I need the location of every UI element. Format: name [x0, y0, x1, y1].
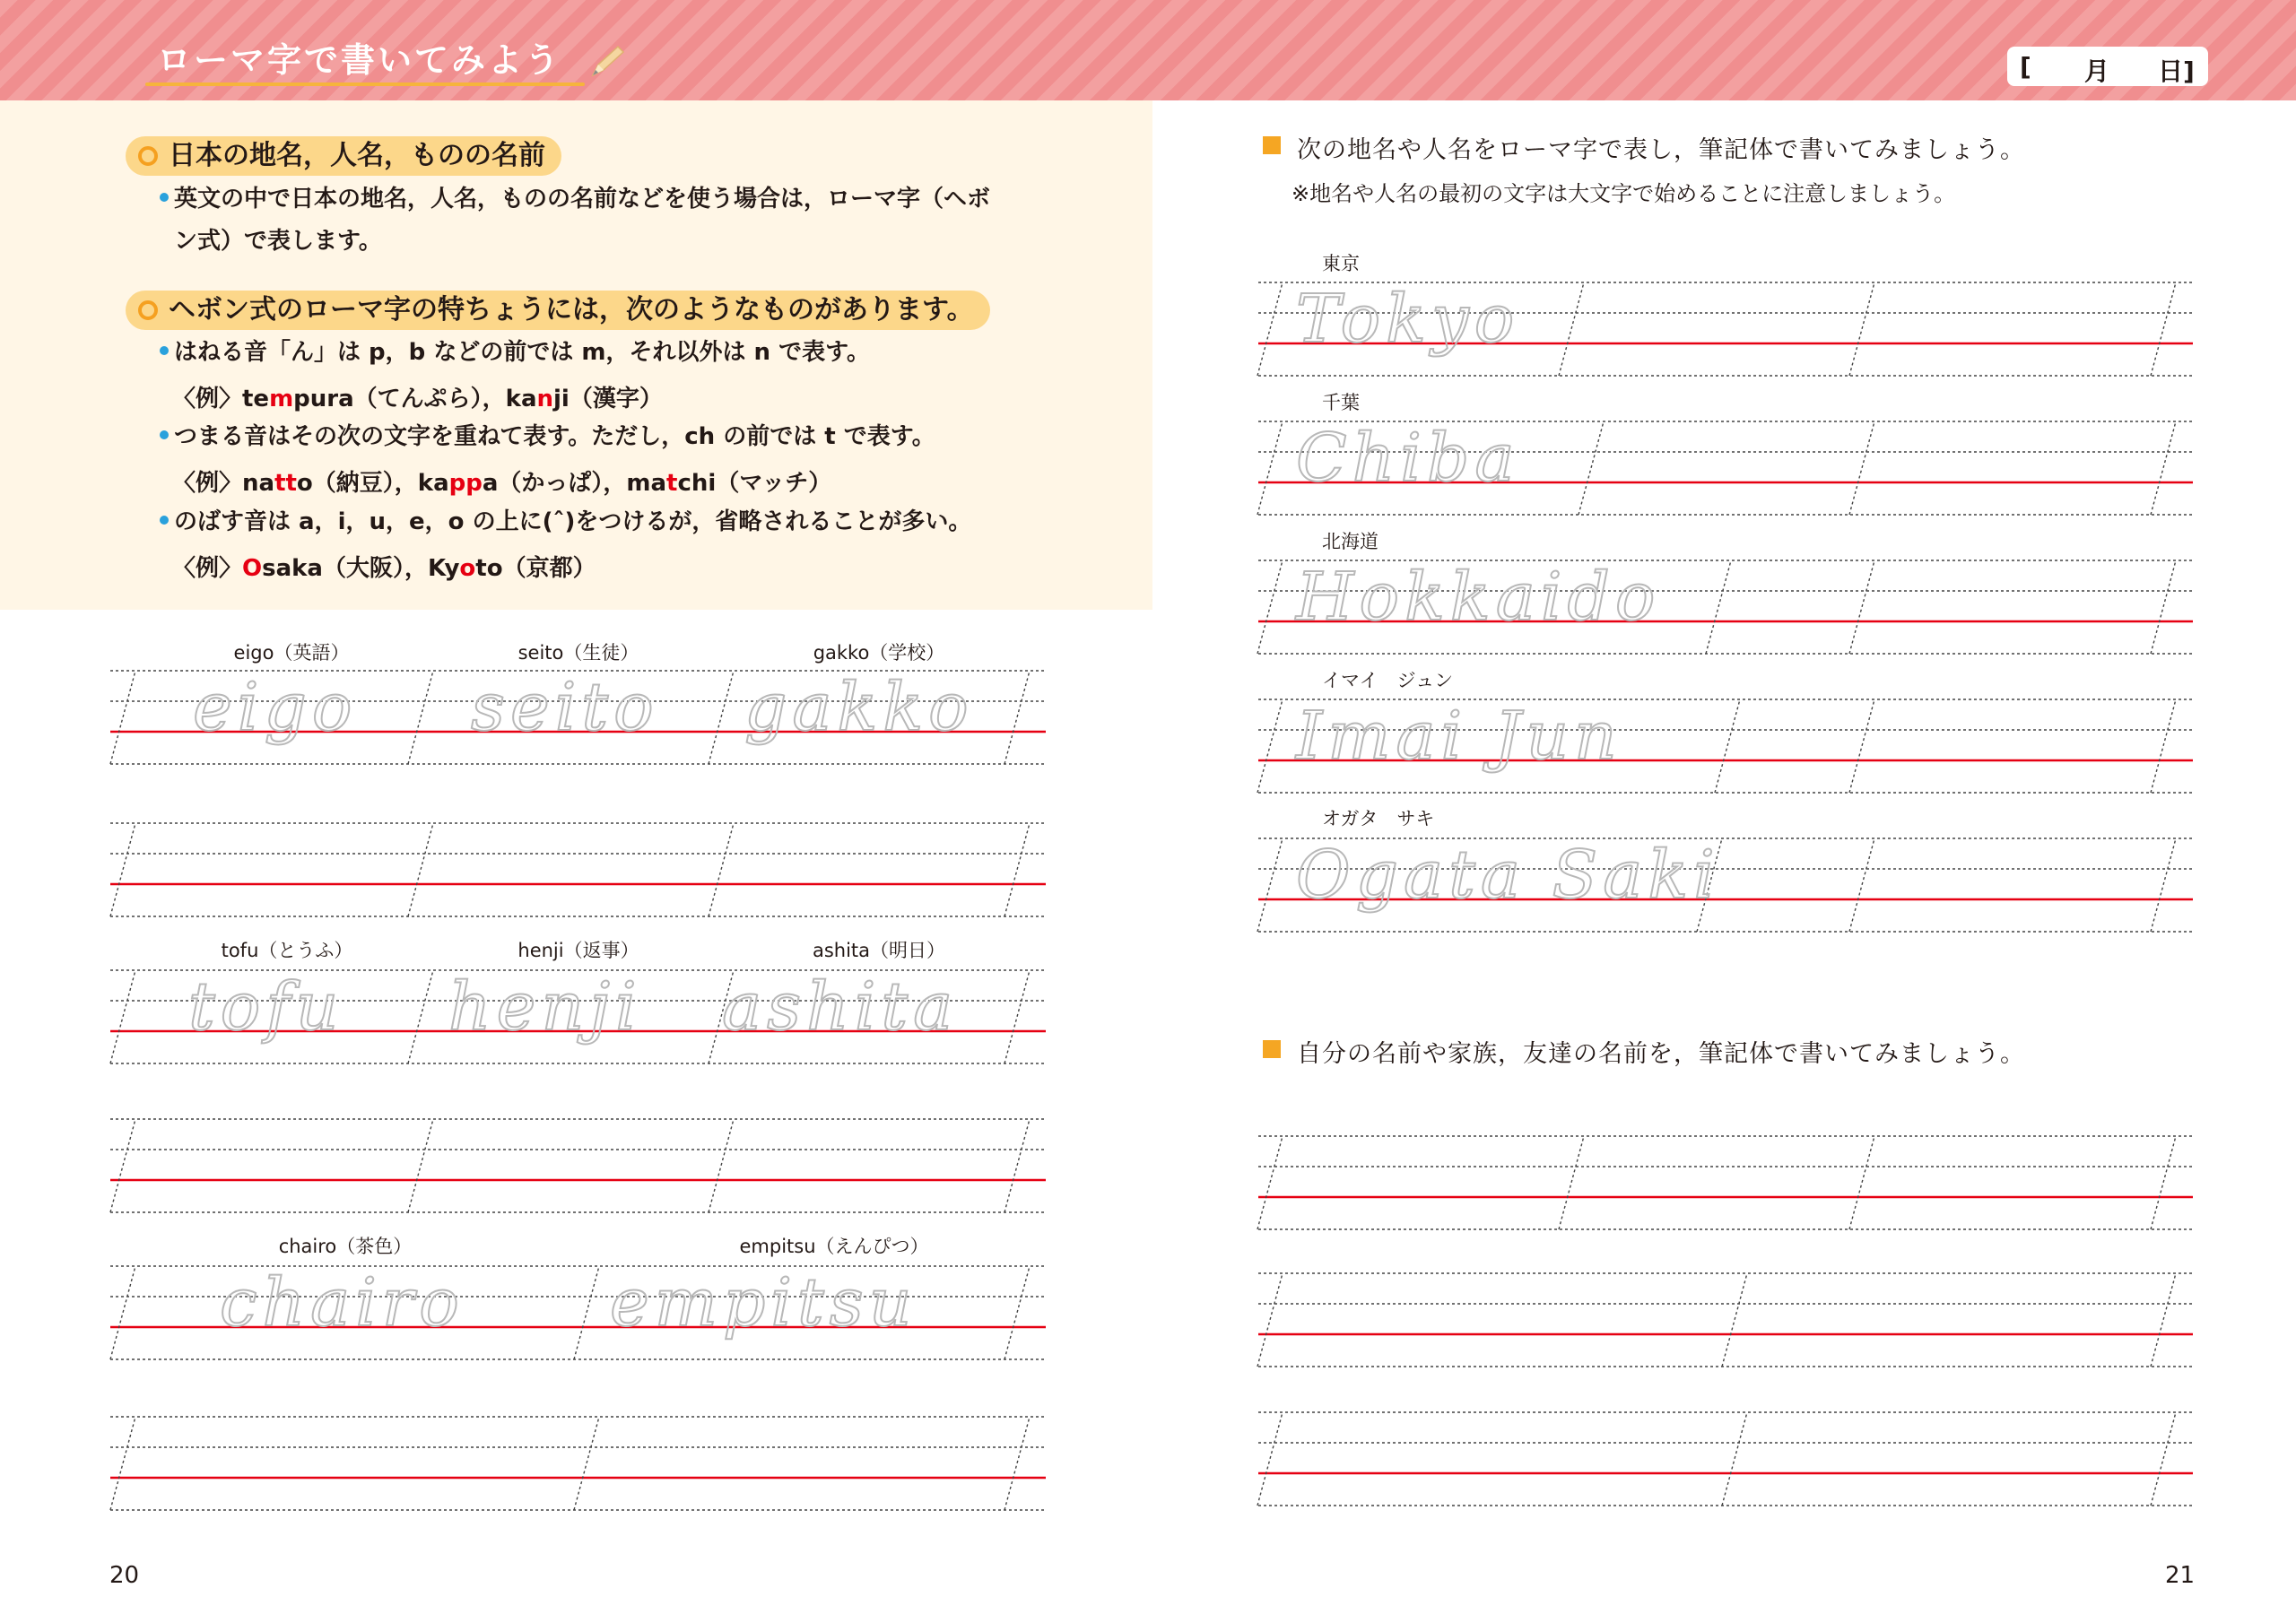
left-row-2-slant-guide — [408, 823, 433, 916]
left-row-3-trace-word: henji — [448, 968, 642, 1046]
name-row-3-slant-guide — [1257, 560, 1283, 654]
left-row-3-slant-guide — [1004, 970, 1030, 1063]
date-open: [ — [2020, 52, 2031, 82]
word-label: henji（返事） — [517, 940, 639, 961]
left-row-5-trace-word: empitsu — [610, 1264, 918, 1341]
free-row-2-slant-guide — [2151, 1273, 2176, 1367]
word-label: seito（生徒） — [517, 642, 639, 664]
name-row-3-trace-word: Hokkaido — [1296, 559, 1661, 636]
left-row-2-slant-guide — [1004, 823, 1030, 916]
name-row-4-slant-guide — [1849, 699, 1874, 793]
left-row-4-slant-guide — [1004, 1119, 1030, 1212]
name-row-5-trace-word: Ogata Saki — [1296, 837, 1720, 914]
name-label: 東京 — [1322, 253, 1360, 274]
name-label: 北海道 — [1322, 531, 1378, 552]
rule-1: はねる音「ん」は p，b などの前では m，それ以外は n で表す。 — [160, 337, 870, 368]
word-label: eigo（英語） — [233, 642, 350, 664]
free-row-2-slant-guide — [1257, 1273, 1283, 1367]
left-row-1-trace-word: eigo — [193, 669, 358, 746]
free-row-2-slant-guide — [1722, 1273, 1747, 1367]
left-row-1-slant-guide — [709, 671, 734, 764]
free-row-1-slant-guide — [1257, 1136, 1283, 1229]
left-row-5-slant-guide — [110, 1266, 135, 1359]
name-row-4-trace-word: Imai Jun — [1296, 698, 1622, 775]
free-row-1-slant-guide — [2151, 1136, 2176, 1229]
page-number-left: 20 — [109, 1562, 140, 1589]
name-row-1-trace-word: Tokyo — [1296, 281, 1520, 358]
left-row-1-slant-guide — [1004, 671, 1030, 764]
section-heading-1: 日本の地名，人名，ものの名前 — [126, 136, 561, 176]
name-row-1-slant-guide — [1559, 282, 1584, 376]
left-row-1-slant-guide — [408, 671, 433, 764]
instruction-1: 次の地名や人名をローマ字で表し，筆記体で書いてみましょう。 — [1297, 136, 2025, 164]
left-row-4-slant-guide — [408, 1119, 433, 1212]
name-row-3-slant-guide — [1706, 560, 1731, 654]
left-row-2-slant-guide — [709, 823, 734, 916]
free-row-1-slant-guide — [1849, 1136, 1874, 1229]
name-label: イマイ ジュン — [1322, 670, 1454, 691]
left-row-3-trace-word: tofu — [188, 968, 344, 1046]
name-row-2-slant-guide — [1257, 421, 1283, 515]
free-row-3-slant-guide — [2151, 1412, 2176, 1506]
name-row-3-slant-guide — [2151, 560, 2176, 654]
left-row-6-slant-guide — [110, 1417, 135, 1510]
free-row-1-slant-guide — [1559, 1136, 1584, 1229]
left-row-6-slant-guide — [574, 1417, 599, 1510]
page-number-right: 21 — [2165, 1562, 2196, 1589]
free-row-3-slant-guide — [1257, 1412, 1283, 1506]
left-row-6-slant-guide — [1004, 1417, 1030, 1510]
name-row-4-slant-guide — [1715, 699, 1740, 793]
name-label: 千葉 — [1322, 392, 1360, 413]
name-row-5-slant-guide — [1849, 838, 1874, 932]
instruction-2: 自分の名前や家族，友達の名前を，筆記体で書いてみましょう。 — [1297, 1040, 2025, 1068]
left-row-3-slant-guide — [408, 970, 433, 1063]
name-row-2-trace-word: Chiba — [1296, 420, 1520, 497]
name-row-2-slant-guide — [1849, 421, 1874, 515]
word-label: chairo（茶色） — [278, 1236, 413, 1257]
name-row-5-slant-guide — [1257, 838, 1283, 932]
name-row-3-slant-guide — [1849, 560, 1874, 654]
free-row-3-slant-guide — [1722, 1412, 1747, 1506]
info-bullet-1-cont: ン式）で表します。 — [174, 228, 382, 255]
word-label: tofu（とうふ） — [221, 940, 353, 961]
info-bullet-1: 英文の中で日本の地名，人名，ものの名前などを使う場合は，ローマ字（ヘボ — [160, 184, 990, 214]
name-label: オガタ サキ — [1322, 808, 1435, 829]
example-3: 〈例〉Osaka（大阪），Kyoto（京都） — [172, 555, 596, 582]
left-row-3-trace-word: ashita — [722, 968, 959, 1046]
word-label: gakko（学校） — [813, 642, 945, 664]
example-1: 〈例〉tempura（てんぷら），kanji（漢字） — [172, 386, 663, 412]
name-row-1-slant-guide — [2151, 282, 2176, 376]
name-row-4-slant-guide — [2151, 699, 2176, 793]
left-row-1-trace-word: gakko — [744, 669, 974, 746]
name-row-5-slant-guide — [2151, 838, 2176, 932]
left-row-1-slant-guide — [110, 671, 135, 764]
word-label: ashita（明日） — [812, 940, 946, 961]
name-row-2-slant-guide — [2151, 421, 2176, 515]
name-row-4-slant-guide — [1257, 699, 1283, 793]
date-month: 月 — [2084, 56, 2110, 86]
section-heading-2: ヘボン式のローマ字の特ちょうには，次のようなものがあります。 — [126, 291, 990, 330]
page-title: ローマ字で書いてみよう — [157, 40, 562, 80]
word-label: empitsu（えんぴつ） — [739, 1236, 929, 1257]
name-row-2-slant-guide — [1578, 421, 1604, 515]
left-row-4-slant-guide — [110, 1119, 135, 1212]
left-row-5-slant-guide — [1004, 1266, 1030, 1359]
rule-2: つまる音はその次の文字を重ねて表す。ただし，ch の前では t で表す。 — [160, 421, 935, 452]
left-row-2-slant-guide — [110, 823, 135, 916]
left-row-5-slant-guide — [574, 1266, 599, 1359]
left-row-1-trace-word: seito — [471, 669, 659, 746]
name-row-1-slant-guide — [1849, 282, 1874, 376]
name-row-1-slant-guide — [1257, 282, 1283, 376]
note-1: ※地名や人名の最初の文字は大文字で始めることに注意しましょう。 — [1292, 181, 1956, 206]
date-day: 日] — [2158, 56, 2195, 86]
rule-3: のばす音は a，i，u，e，o の上に(ˆ)をつけるが，省略されることが多い。 — [160, 507, 971, 537]
example-2: 〈例〉natto（納豆），kappa（かっぱ），matchi（マッチ） — [172, 470, 832, 497]
left-row-5-trace-word: chairo — [220, 1264, 465, 1341]
left-row-3-slant-guide — [110, 970, 135, 1063]
left-row-4-slant-guide — [709, 1119, 734, 1212]
